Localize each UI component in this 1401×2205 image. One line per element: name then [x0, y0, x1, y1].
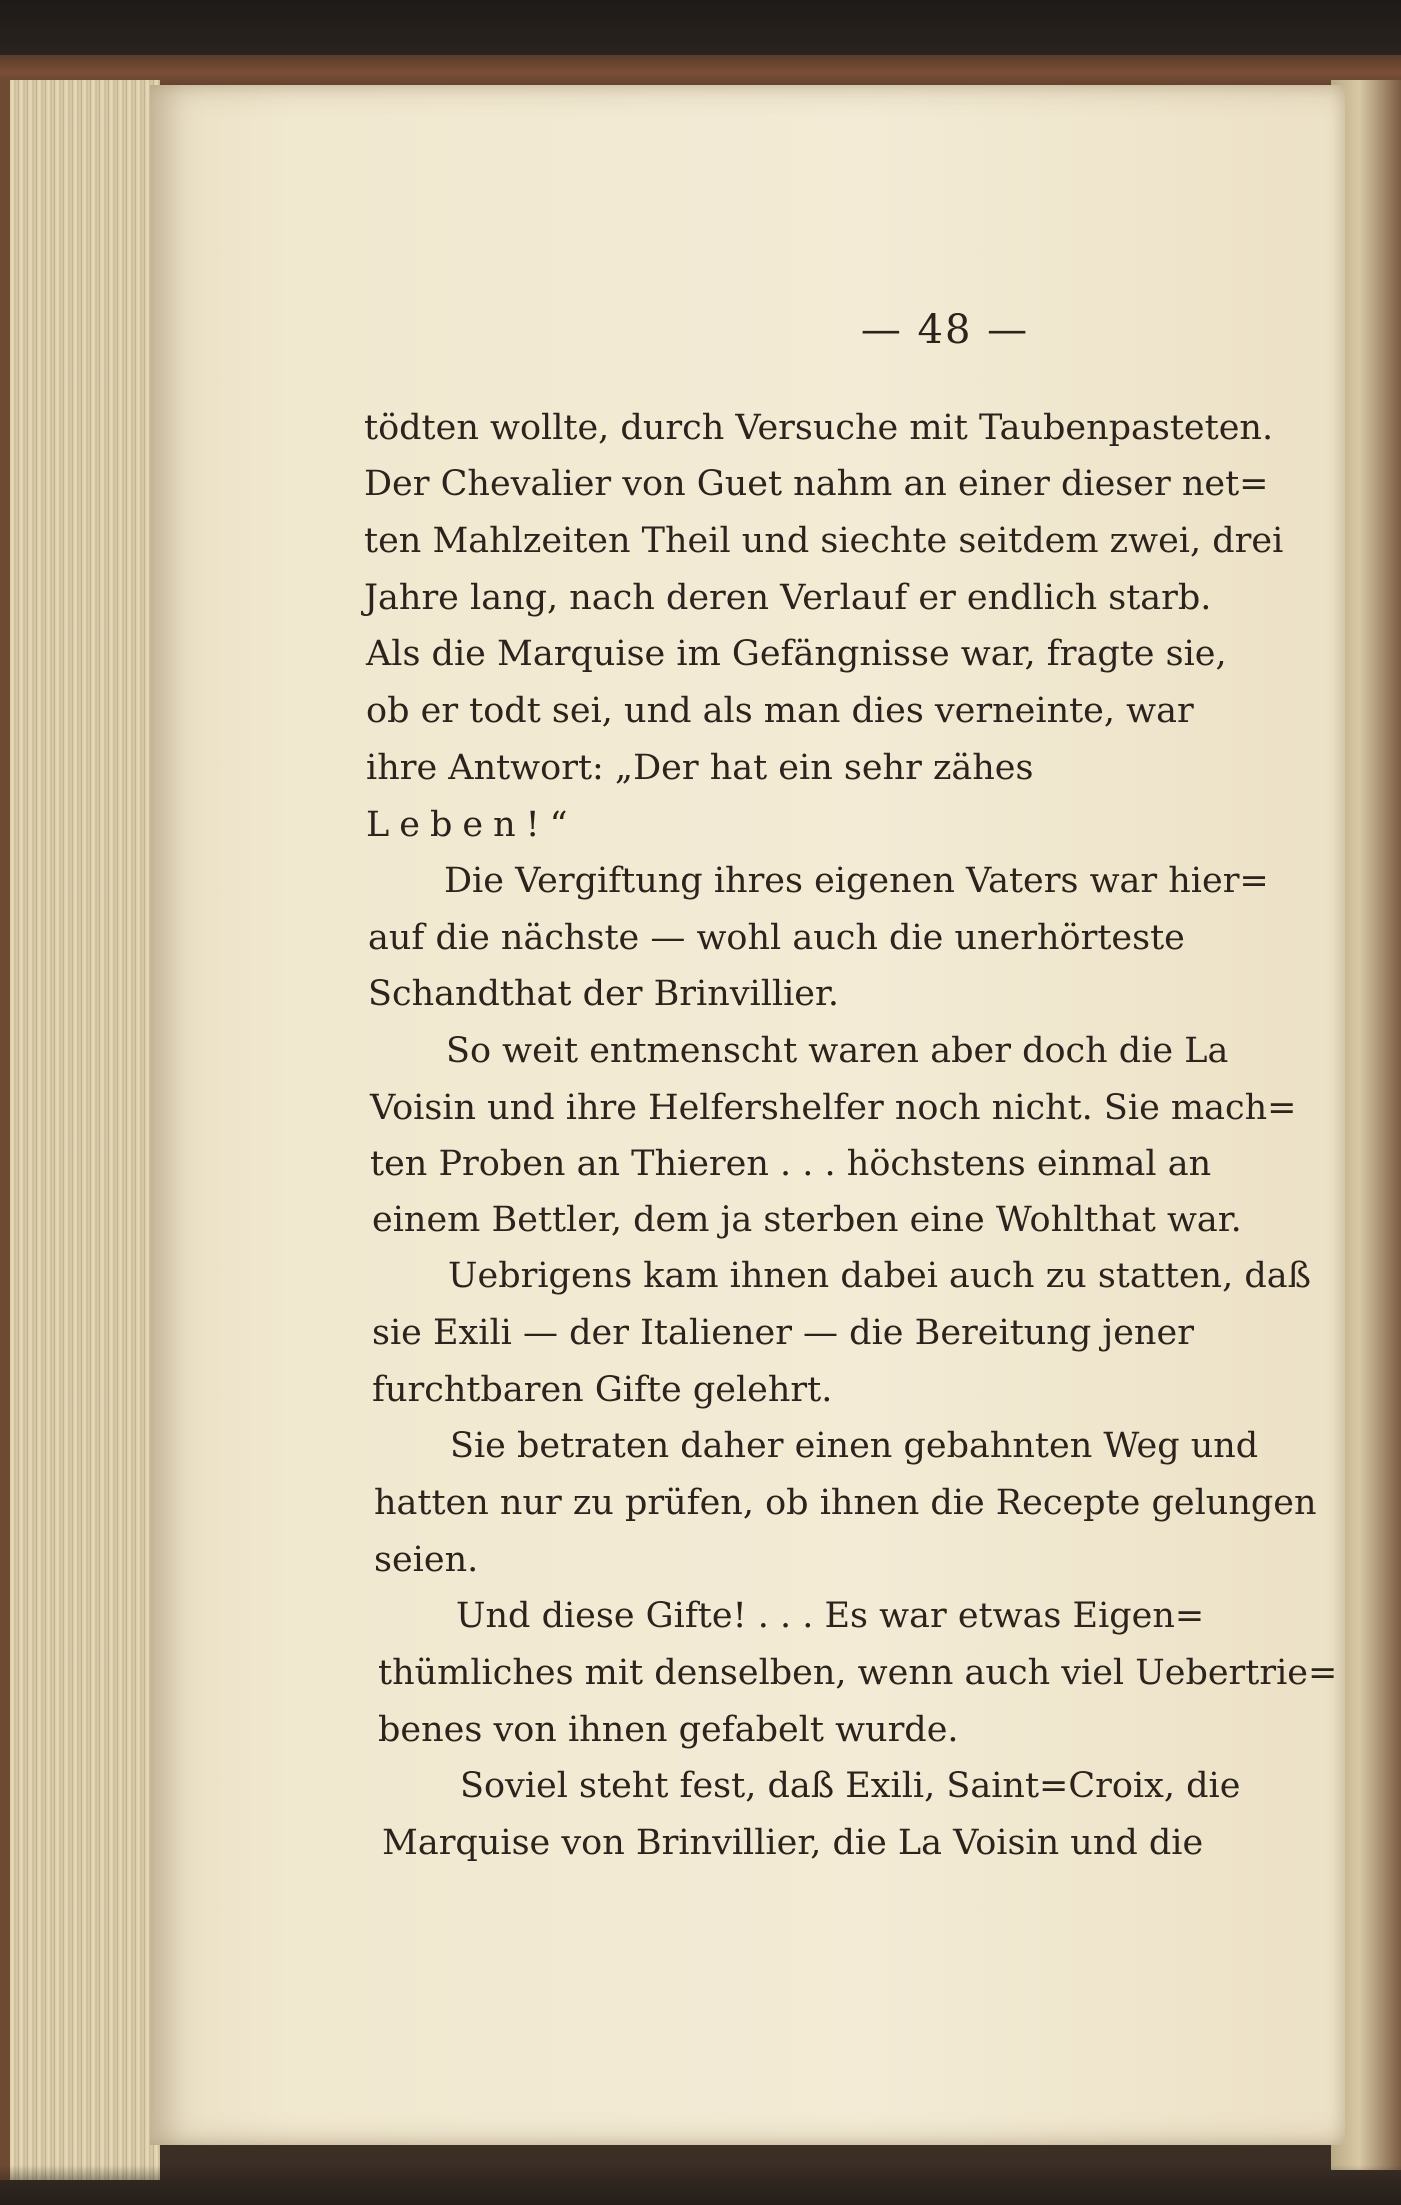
text-line-20: hatten nur zu prüfen, ob ihnen die Recepte gelungen — [374, 1483, 1317, 1523]
text-line-5: Als die Marquise im Gefängnisse war, fragte sie, — [366, 634, 1227, 674]
text-line-9: Die Vergiftung ihres eigenen Vaters war hier= — [444, 861, 1269, 901]
page-number: — 48 — — [860, 307, 1030, 353]
text-line-19: Sie betraten daher einen gebahnten Weg und — [450, 1426, 1259, 1466]
text-line-6: ob er todt sei, und als man dies verneinte, war — [366, 691, 1194, 731]
stacked-page-edges — [0, 80, 160, 2180]
text-line-10: auf die nächste — wohl auch die unerhörteste — [368, 918, 1185, 958]
text-line-13: Voisin und ihre Helfershelfer noch nicht. Sie mach= — [370, 1088, 1297, 1128]
text-line-4: Jahre lang, nach deren Verlauf er endlich starb. — [364, 578, 1212, 618]
text-line-17: sie Exili — der Italiener — die Bereitung jener — [372, 1313, 1194, 1353]
text-line-12: So weit entmenscht waren aber doch die La — [446, 1031, 1229, 1071]
bottom-shadow — [0, 2165, 1401, 2205]
text-line-7: ihre Antwort: „Der hat ein sehr zähes — [366, 748, 1034, 788]
text-line-26: Marquise von Brinvillier, die La Voisin und die — [382, 1823, 1204, 1863]
text-line-15: einem Bettler, dem ja sterben eine Wohlthat war. — [372, 1200, 1242, 1240]
text-line-24: benes von ihnen gefabelt wurde. — [378, 1710, 959, 1750]
text-line-16: Uebrigens kam ihnen dabei auch zu statten, daß — [448, 1256, 1312, 1296]
text-line-25: Soviel steht fest, daß Exili, Saint=Croix, die — [460, 1766, 1241, 1806]
text-line-18: furchtbaren Gifte gelehrt. — [372, 1370, 833, 1410]
text-line-3: ten Mahlzeiten Theil und siechte seitdem zwei, drei — [364, 521, 1284, 561]
text-line-1: tödten wollte, durch Versuche mit Taubenpasteten. — [364, 408, 1274, 448]
text-line-22: Und diese Gifte! . . . Es war etwas Eigen= — [456, 1596, 1205, 1636]
text-line-23: thümliches mit denselben, wenn auch viel Uebertrie= — [378, 1653, 1338, 1693]
text-line-2: Der Chevalier von Guet nahm an einer dieser net= — [364, 464, 1269, 504]
text-line-14: ten Proben an Thieren . . . höchstens einmal an — [370, 1144, 1212, 1184]
text-line-21: seien. — [374, 1540, 479, 1580]
text-line-8: Leben!“ — [366, 805, 578, 845]
text-line-11: Schandthat der Brinvillier. — [368, 974, 840, 1014]
